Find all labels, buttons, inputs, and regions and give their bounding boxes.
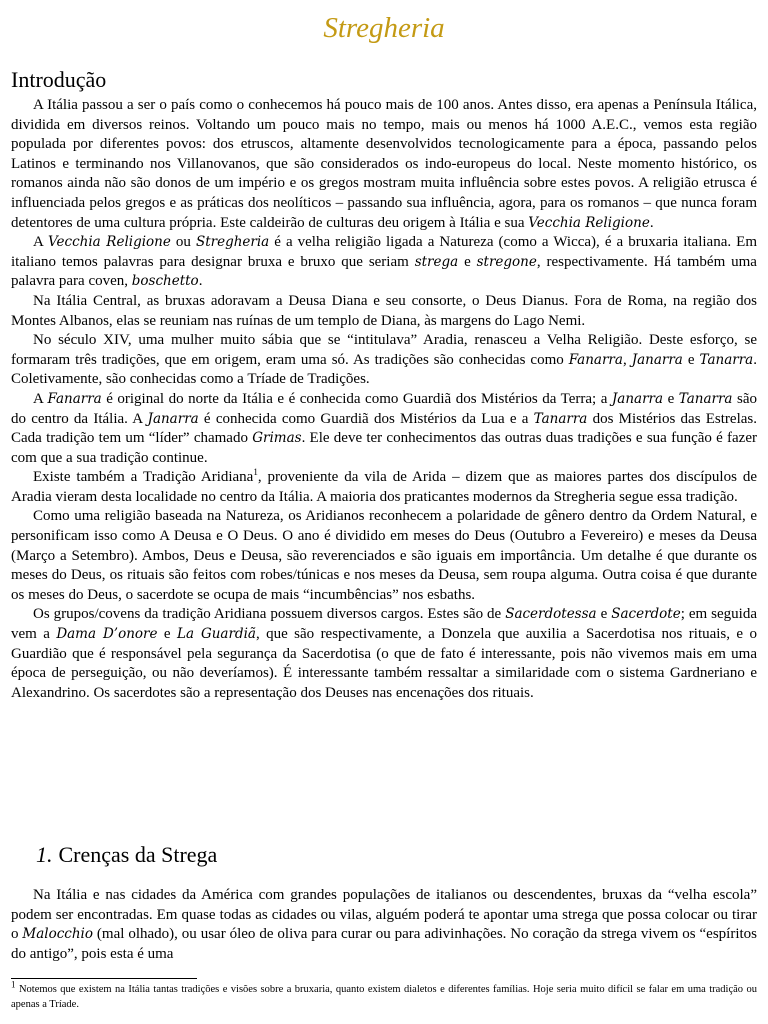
term-vecchia-religione: Vecchia Religione bbox=[48, 234, 171, 251]
term-stregone: stregone bbox=[476, 253, 537, 270]
text: e bbox=[596, 606, 612, 623]
term-dama-donore: Dama D’onore bbox=[56, 626, 158, 643]
term-janarra: Janarra bbox=[147, 410, 199, 427]
text: Os grupos/covens da tradição Aridiana possuem diversos cargos. Estes são de bbox=[33, 606, 506, 623]
document-title: Stregheria bbox=[323, 12, 445, 44]
paragraph-4 bbox=[11, 331, 757, 390]
footnote-reference[interactable]: 1 bbox=[253, 467, 258, 478]
term-janarra: Janarra bbox=[611, 390, 664, 407]
paragraph-1-end: . bbox=[649, 214, 654, 231]
paragraph-9 bbox=[11, 886, 757, 964]
term-sacerdotessa: Sacerdotessa bbox=[505, 606, 597, 623]
text: A bbox=[33, 390, 48, 407]
term-tanarra: Tanarra bbox=[533, 410, 588, 427]
footnote-separator bbox=[11, 978, 197, 979]
term-tanarra: Tanarra bbox=[678, 390, 733, 407]
section-heading-crencas bbox=[36, 842, 217, 868]
footnote-text: Notemos que existem na Itália tantas tradições e visões sobre a bruxaria, quanto existem dialetos e diferentes famílias. Hoje seria muito difícil se falar em uma tradição ou apenas a Tríade. bbox=[11, 984, 757, 1010]
paragraph-7: Como uma religião baseada na Natureza, os Aridianos reconhecem a polaridade de gênero dentro da Ordem Natural, e personificam isso como A Deusa e O Deus. O ano é dividido em meses do Deus (Outubro a Fevereiro) e meses da Deusa (Março a Setembro). Ambos, Deus e Deusa, são reverenciados e são iguais em importância. Um detalhe é que durante os meses do Deus, os rituais são feitos com robes/túnicas e nos meses da Deusa, sem roupa alguma. Outra coisa é que durante os meses do Deus, o sacerdote se ocupa de mais “incumbências” nos esbaths. bbox=[11, 508, 757, 603]
section-heading-introducao: Introdução bbox=[11, 67, 107, 92]
footnote-marker: 1 bbox=[11, 979, 16, 990]
text: No século XIV, uma mulher muito sábia que se “intitulava” Aradia, renasceu a Velha Religião. Deste esforço, se formaram três tradições, que em origem, eram uma só. As tradições são conhecidas como bbox=[11, 332, 757, 368]
text: . Coletivamente, são conhecidas como a Tríade de Tradições. bbox=[11, 351, 757, 388]
text: . Ele deve ter conhecimentos das outras duas tradições e sua função é fazer com que a sua tradição continue. bbox=[11, 430, 757, 466]
term-vecchia-religione: Vecchia Religione bbox=[528, 214, 650, 231]
term-grimas: Grimas bbox=[252, 430, 302, 447]
text: e bbox=[682, 351, 700, 368]
term-malocchio: Malocchio bbox=[22, 926, 94, 943]
term-sacerdote: Sacerdote bbox=[611, 606, 681, 623]
text: , respectivamente. Há também uma palavra para coven, bbox=[11, 253, 757, 290]
text: , bbox=[622, 351, 632, 368]
text: ou bbox=[170, 234, 196, 251]
section-title: Crenças da Strega bbox=[58, 842, 218, 867]
paragraph-8 bbox=[11, 605, 757, 703]
text: A bbox=[33, 234, 49, 251]
text: são do centro da Itália. A bbox=[11, 390, 757, 427]
term-tanarra: Tanarra bbox=[699, 351, 754, 368]
term-janarra: Janarra bbox=[631, 351, 683, 368]
section-number: 1. bbox=[36, 842, 53, 867]
term-strega: strega bbox=[414, 253, 459, 270]
term-fanarra: Fanarra bbox=[568, 351, 623, 368]
footnote bbox=[11, 979, 757, 1012]
term-boschetto: boschetto bbox=[131, 273, 199, 290]
text: e bbox=[458, 253, 477, 270]
section-1-body bbox=[11, 886, 757, 964]
paragraph-6 bbox=[11, 468, 757, 507]
paragraph-1 bbox=[11, 96, 757, 233]
text: é original do norte da Itália e é conhecida como Guardiã dos Mistérios da Terra; a bbox=[101, 390, 612, 407]
text: . bbox=[198, 273, 203, 290]
paragraph-5 bbox=[11, 390, 757, 468]
text: (mal olhado), ou usar óleo de oliva para curar ou para adivinhações. No coração da strega vivem os “espíritos do antigo”, pois esta é uma bbox=[11, 926, 758, 962]
term-fanarra: Fanarra bbox=[47, 390, 102, 407]
text: , proveniente da vila de Arida – dizem que as maiores partes dos discípulos de Aradia vieram desta localidade no centro da Itália. A maioria dos praticantes modernos da Stregheria segue essa tradição. bbox=[11, 469, 757, 505]
text: é a velha religião ligada a Natureza (como a Wicca), é a bruxaria italiana. Em italiano temos palavras para designar bruxa e bruxo que seriam bbox=[11, 234, 757, 270]
text: ; em seguida vem a bbox=[11, 606, 757, 643]
term-la-guardia: La Guardiã bbox=[176, 626, 256, 643]
text: é conhecida como Guardiã dos Mistérios da Lua e a bbox=[198, 410, 534, 427]
text: Na Itália e nas cidades da América com grandes populações de italianos ou descendentes, bruxas da “velha escola” podem ser encontradas. Em quase todas as cidades ou vilas, alguém poderá te apontar uma strega que possa colocar ou tirar o bbox=[11, 887, 757, 943]
term-stregheria: Stregheria bbox=[195, 234, 270, 251]
text: Existe também a Tradição Aridiana bbox=[33, 469, 254, 486]
paragraph-3: Na Itália Central, as bruxas adoravam a Deusa Diana e seu consorte, o Deus Dianus. Fora de Roma, na região dos Montes Albanos, elas se reuniam nas ruínas de um templo de Diana, às margens do Lago Nemi. bbox=[11, 292, 757, 329]
paragraph-1-text: A Itália passou a ser o país como o conhecemos há pouco mais de 100 anos. Antes disso, era apenas a Península Itálica, dividida em diversos reinos. Voltando um pouco mais no tempo, mais ou menos há 1000 A.E.C., vemos esta região populada por diferentes povos: dos etruscos, altamente desenvolvidos tecnologicamente para a época, passando pelos Latinos e terminando nos Villanovanos, que são considerados os indo-europeus do local. Neste momento histórico, os romanos ainda não são donos de um império e os gregos mostram muita influência sobre estes povos. A religião etrusca é influenciada pelos gregos e as práticas dos neolíticos – passando sua influência, agora, para os romanos – que nunca foram detentores de uma cultura própria. Este caldeirão de culturas deu origem à Itália e sua bbox=[11, 97, 757, 231]
text: , que são respectivamente, a Donzela que auxilia a Sacerdotisa nos rituais, e o Guardião que é responsável pela segurança da Sacerdotisa (o que de fato é interessante, pois não vivemos mais em uma época de perseguição, ou não deveríamos). É interessante também ressaltar a similaridade com o sistema Gardneriano e Alexandrino. Os sacerdotes são a representação dos Deuses nas encenações dos rituais. bbox=[11, 626, 757, 701]
text: e bbox=[157, 626, 177, 643]
paragraph-2 bbox=[11, 233, 757, 292]
intro-body bbox=[11, 96, 757, 703]
text: e bbox=[663, 390, 679, 407]
text: dos Mistérios das Estrelas. Cada tradição tem um “líder” chamado bbox=[11, 410, 757, 447]
